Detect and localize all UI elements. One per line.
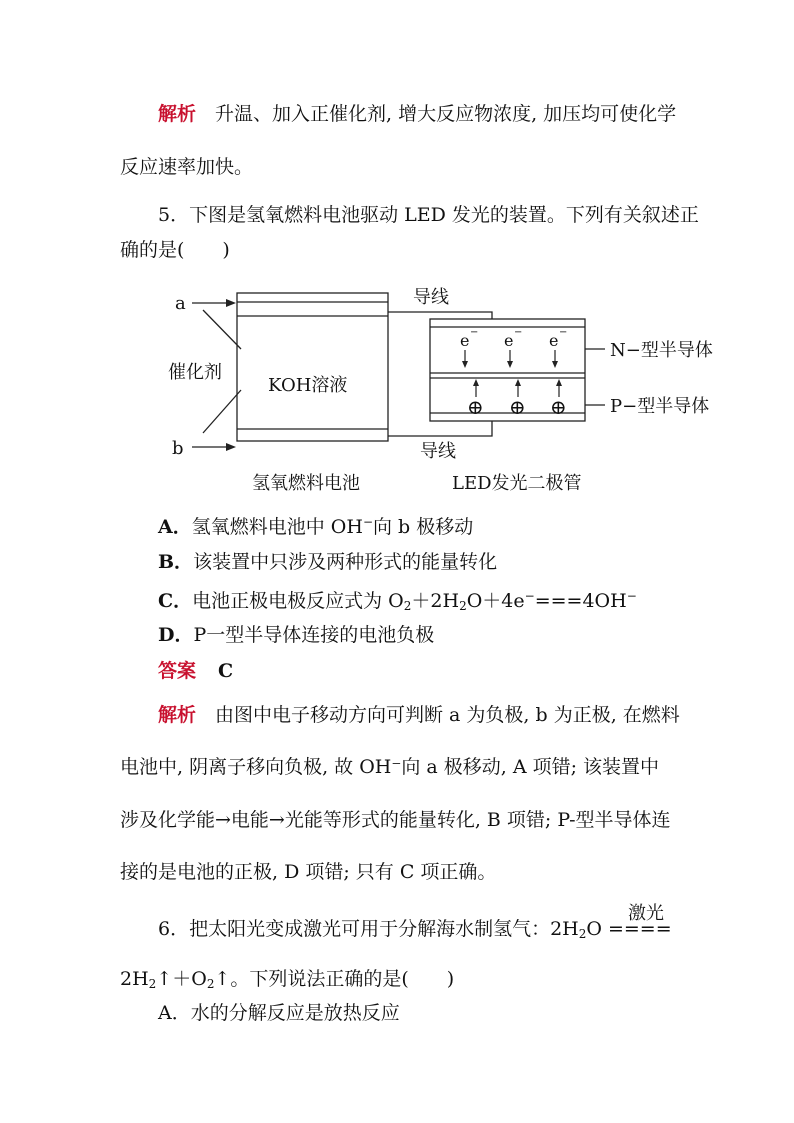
option-a-letter: A． <box>158 516 192 538</box>
p-type-label: P−型半导体 <box>610 396 710 417</box>
question-6-l2-b: ↑＋O <box>156 968 207 990</box>
analysis-line-4: 接的是电池的正极, D 项错; 只有 C 项正确。 <box>120 861 497 883</box>
option-c <box>158 590 637 612</box>
option-c-sup-1: − <box>524 589 535 603</box>
option-a-text-1: 氢氧燃料电池中 OH <box>191 516 363 538</box>
battery-caption: 氢氧燃料电池 <box>252 473 360 494</box>
electrode-a-label: a <box>175 293 186 314</box>
electron-1-charge: − <box>470 327 479 338</box>
option-c-text-2: ＋2H <box>411 590 460 612</box>
fuel-cell-led-diagram <box>0 0 794 520</box>
option-b-text: 该装置中只涉及两种形式的能量转化 <box>193 551 498 573</box>
answer-value: C <box>218 660 234 682</box>
question-6-l2-c: ↑。下列说法正确的是( ) <box>214 968 455 990</box>
electrode-b-label: b <box>172 438 184 459</box>
hole-1: ⊕ <box>467 395 484 419</box>
option-c-text-4: ===4OH <box>534 590 627 612</box>
option-d-letter: D． <box>158 624 194 646</box>
reaction-condition: 激光 <box>628 903 664 924</box>
question-6-option-a: A．水的分解反应是放热反应 <box>158 1002 400 1024</box>
question-6-line-1 <box>158 920 672 940</box>
option-a-text-2: 向 b 极移动 <box>373 516 474 538</box>
option-b <box>158 553 497 572</box>
koh-solution-label: KOH溶液 <box>268 375 348 396</box>
option-d <box>158 626 434 645</box>
hole-2: ⊕ <box>509 395 526 419</box>
analysis-line-2: 电池中, 阴离子移向负极, 故 OH⁻向 a 极移动, A 项错; 该装置中 <box>120 756 660 778</box>
option-c-text-3: O＋4e <box>466 590 525 612</box>
question-6-l2-sub-1: 2 <box>148 977 157 991</box>
analysis-text-1: 升温、加入正催化剂, 增大反应物浓度, 加压均可使化学 <box>215 103 677 125</box>
electron-1: e <box>460 331 470 350</box>
reaction-equals: ==== <box>607 918 672 940</box>
catalyst-label: 催化剂 <box>168 362 222 383</box>
electron-3: e <box>549 331 559 350</box>
question-6-sub-1: 2 <box>578 927 587 941</box>
option-c-text-1: 电池正极电极反应式为 O <box>192 590 404 612</box>
question-5-line-2: 确的是( ) <box>120 239 230 261</box>
option-a <box>158 516 473 537</box>
option-c-letter: C． <box>158 590 193 612</box>
wire-bottom-label: 导线 <box>420 441 456 462</box>
analysis-line-3: 涉及化学能→电能→光能等形式的能量转化, B 项错; P-型半导体连 <box>120 809 671 831</box>
electron-2-charge: − <box>514 327 523 338</box>
analysis-text-2: 反应速率加快。 <box>120 156 254 178</box>
analysis-label-2: 解析 <box>158 704 197 726</box>
analysis-line-1: 由图中电子移动方向可判断 a 为负极, b 为正极, 在燃料 <box>215 704 680 726</box>
option-d-text: P一型半导体连接的电池负极 <box>193 624 435 646</box>
option-b-letter: B． <box>158 551 194 573</box>
electron-2: e <box>504 331 514 350</box>
question-6-l2-sub-2: 2 <box>206 977 215 991</box>
hole-3: ⊕ <box>550 395 567 419</box>
answer-row <box>158 662 233 681</box>
question-6-l2-a: 2H <box>120 968 149 990</box>
option-c-sub-1: 2 <box>403 599 412 613</box>
question-6-line-2 <box>120 970 454 990</box>
option-a-sup: − <box>362 515 373 529</box>
n-type-label: N−型半导体 <box>610 340 713 361</box>
led-caption: LED发光二极管 <box>452 473 582 494</box>
question-6-text-1: 6．把太阳光变成激光可用于分解海水制氢气：2H <box>158 918 579 940</box>
wire-top-label: 导线 <box>413 287 449 308</box>
question-5-line-1: 5．下图是氢氧燃料电池驱动 LED 发光的装置。下列有关叙述正 <box>158 204 699 226</box>
answer-label: 答案 <box>158 660 197 682</box>
electron-3-charge: − <box>559 327 568 338</box>
analysis-label-1: 解析 <box>158 103 197 125</box>
option-c-sup-2: − <box>626 589 637 603</box>
question-6-o: O <box>586 918 602 940</box>
option-c-sub-2: 2 <box>459 599 467 613</box>
